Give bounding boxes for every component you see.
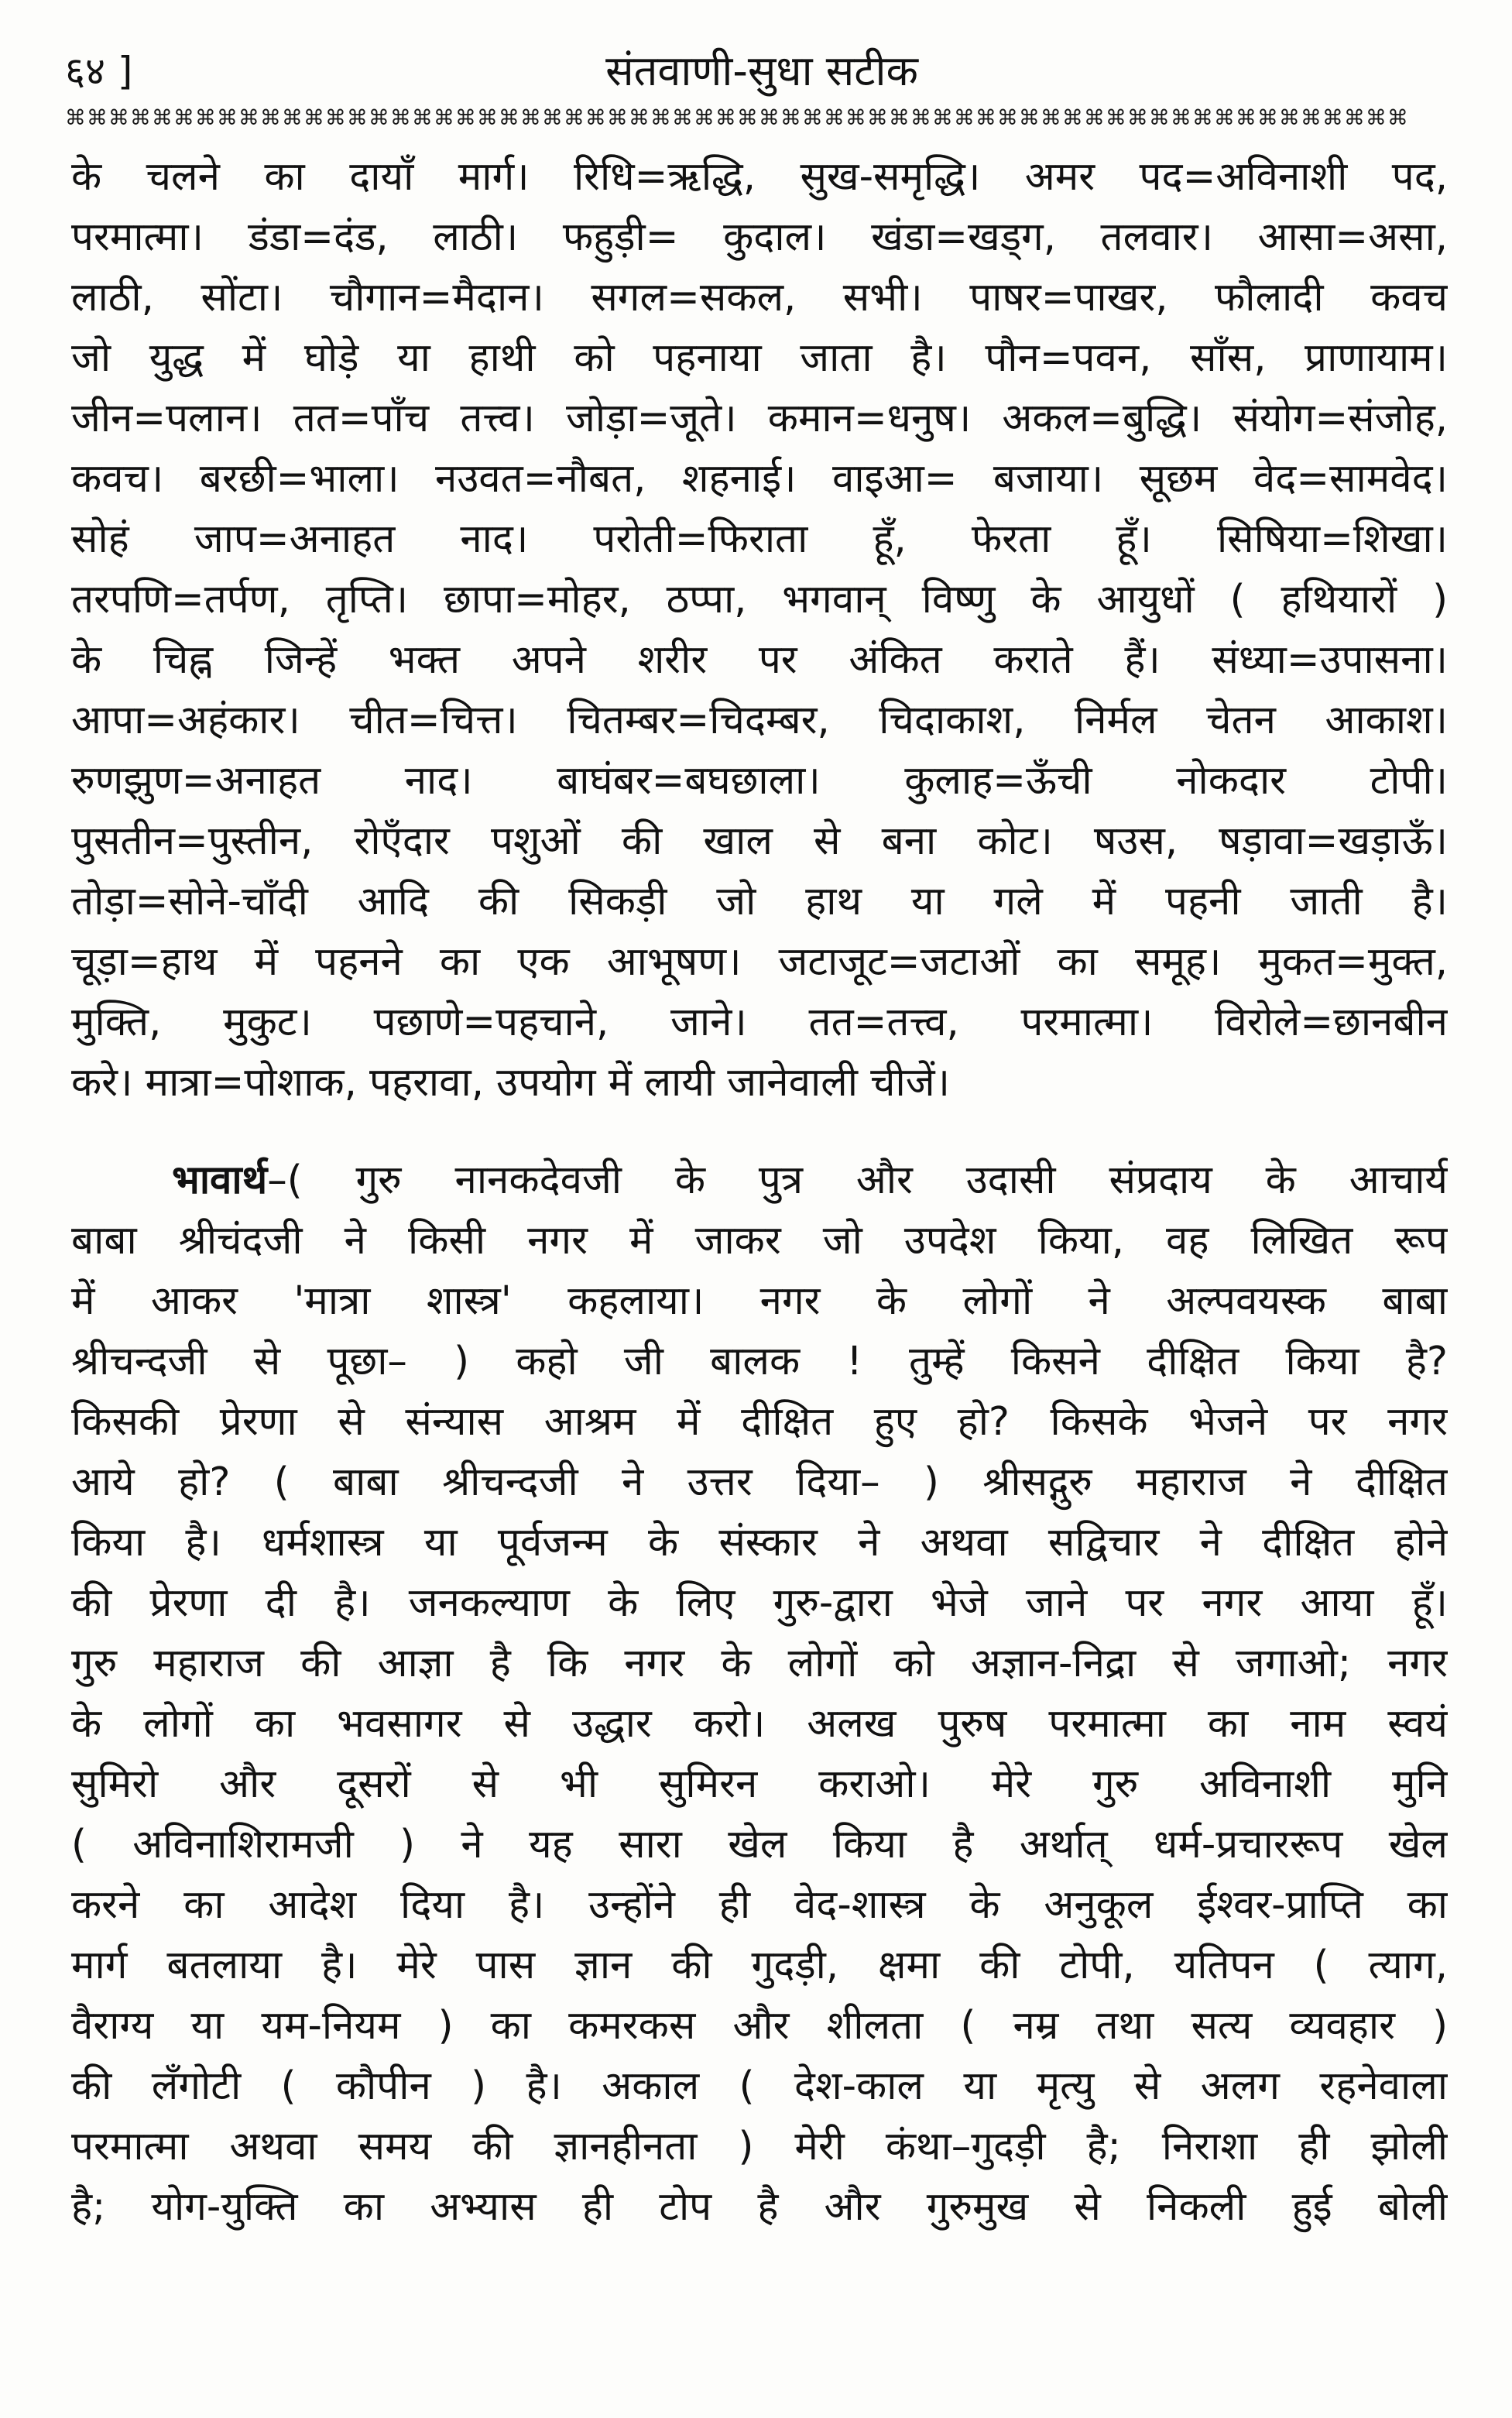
glossary-line: जो युद्ध में घोड़े या हाथी को पहनाया जाता है। पौन=पवन, साँस, प्राणायाम। <box>71 335 1448 381</box>
bhavarth-line: करने का आदेश दिया है। उन्होंने ही वेद-शास्त्र के अनुकूल ईश्वर-प्राप्ति का <box>71 1882 1448 1928</box>
bhavarth-line: परमात्मा अथवा समय की ज्ञानहीनता ) मेरी कंथा–गुदड़ी है; निराशा ही झोली <box>71 2124 1448 2169</box>
bhavarth-line: किया है। धर्मशास्त्र या पूर्वजन्म के संस्कार ने अथवा सद्विचार ने दीक्षित होने <box>71 1520 1448 1566</box>
glossary-line: परमात्मा। डंडा=दंड, लाठी। फहुड़ी= कुदाल। खंडा=खड्ग, तलवार। आसा=असा, <box>71 214 1448 260</box>
glossary-line: के चलने का दायाँ मार्ग। रिधि=ऋद्धि, सुख-समृद्धि। अमर पद=अविनाशी पद, <box>71 154 1448 200</box>
glossary-line: आपा=अहंकार। चीत=चित्त। चितम्बर=चिदम्बर, चिदाकाश, निर्मल चेतन आकाश। <box>71 698 1448 743</box>
bhavarth-line: मार्ग बतलाया है। मेरे पास ज्ञान की गुदड़ी, क्षमा की टोपी, यतिपन ( त्याग, <box>71 1943 1448 1988</box>
bhavarth-line: गुरु महाराज की आज्ञा है कि नगर के लोगों को अज्ञान-निद्रा से जगाओ; नगर <box>71 1641 1448 1686</box>
glossary-section <box>71 147 1448 1113</box>
running-title: संतवाणी-सुधा सटीक <box>605 46 918 95</box>
bhavarth-line: श्रीचन्दजी से पूछा– ) कहो जी बालक ! तुम्हें किसने दीक्षित किया है? <box>71 1339 1448 1384</box>
paragraph-gap <box>71 1113 1448 1151</box>
bhavarth-label: भावार्थ <box>172 1158 268 1203</box>
glossary-line: रुणझुण=अनाहत नाद। बाघंबर=बघछाला। कुलाह=ऊँची नोकदार टोपी। <box>71 758 1448 804</box>
bhavarth-line: की प्रेरणा दी है। जनकल्याण के लिए गुरु-द्वारा भेजे जाने पर नगर आया हूँ। <box>71 1580 1448 1626</box>
bhavarth-line: सुमिरो और दूसरों से भी सुमिरन कराओ। मेरे गुरु अविनाशी मुनि <box>71 1761 1448 1807</box>
glossary-line: लाठी, सोंटा। चौगान=मैदान। सगल=सकल, सभी। पाषर=पाखर, फौलादी कवच <box>71 275 1448 321</box>
bhavarth-line: में आकर 'मात्रा शास्त्र' कहलाया। नगर के लोगों ने अल्पवयस्क बाबा <box>71 1278 1448 1324</box>
bhavarth-line: बाबा श्रीचंदजी ने किसी नगर में जाकर जो उपदेश किया, वह लिखित रूप <box>71 1218 1448 1264</box>
bhavarth-first-line-text: –( गुरु नानकदेवजी के पुत्र और उदासी संप्रदाय के आचार्य <box>267 1158 1448 1203</box>
bhavarth-line: है; योग-युक्ति का अभ्यास ही टोप है और गुरुमुख से निकली हुई बोली <box>71 2184 1448 2230</box>
bhavarth-first-line <box>71 1151 1448 1211</box>
glossary-line: सोहं जाप=अनाहत नाद। परोती=फिराता हूँ, फेरता हूँ। सिषिया=शिखा। <box>71 516 1448 562</box>
glossary-line: कवच। बरछी=भाला। नउवत=नौबत, शहनाई। वाइआ= बजाया। सूछम वेद=सामवेद। <box>71 456 1448 502</box>
bhavarth-section <box>71 1151 1448 2238</box>
bhavarth-line: आये हो? ( बाबा श्रीचन्दजी ने उत्तर दिया– ) श्रीसद्गुरु महाराज ने दीक्षित <box>71 1459 1448 1505</box>
bhavarth-line: वैराग्य या यम-नियम ) का कमरकस और शीलता ( नम्र तथा सत्य व्यवहार ) <box>71 2003 1448 2049</box>
bhavarth-line: किसकी प्रेरणा से संन्यास आश्रम में दीक्षित हुए हो? किसके भेजने पर नगर <box>71 1399 1448 1445</box>
glossary-line: मुक्ति, मुकुट। पछाणे=पहचाने, जाने। तत=तत्त्व, परमात्मा। विरोले=छानबीन <box>71 1000 1448 1045</box>
bhavarth-line: की लँगोटी ( कौपीन ) है। अकाल ( देश-काल या मृत्यु से अलग रहनेवाला <box>71 2063 1448 2109</box>
glossary-line: पुसतीन=पुस्तीन, रोएँदार पशुओं की खाल से बना कोट। षउस, षड़ावा=खड़ाऊँ। <box>71 818 1448 864</box>
glossary-line: करे। मात्रा=पोशाक, पहरावा, उपयोग में लायी जानेवाली चीजें। <box>71 1060 950 1106</box>
bhavarth-line: ( अविनाशिरामजी ) ने यह सारा खेल किया है अर्थात् धर्म-प्रचाररूप खेल <box>71 1822 1448 1868</box>
glossary-line: चूड़ा=हाथ में पहनने का एक आभूषण। जटाजूट=जटाओं का समूह। मुकत=मुक्त, <box>71 939 1448 985</box>
glossary-line: जीन=पलान। तत=पाँच तत्त्व। जोड़ा=जूते। कमान=धनुष। अकल=बुद्धि। संयोग=संजोह, <box>71 396 1448 441</box>
glossary-line: के चिह्न जिन्हें भक्त अपने शरीर पर अंकित कराते हैं। संध्या=उपासना। <box>71 637 1448 683</box>
body-text <box>71 147 1448 2238</box>
bhavarth-line: के लोगों का भवसागर से उद्धार करो। अलख पुरुष परमात्मा का नाम स्वयं <box>71 1701 1448 1747</box>
glossary-line: तोड़ा=सोने-चाँदी आदि की सिकड़ी जो हाथ या गले में पहनी जाती है। <box>71 879 1448 924</box>
ornamental-border: ⌘⌘⌘⌘⌘⌘⌘⌘⌘⌘⌘⌘⌘⌘⌘⌘⌘⌘⌘⌘⌘⌘⌘⌘⌘⌘⌘⌘⌘⌘⌘⌘⌘⌘⌘⌘⌘⌘⌘⌘⌘⌘⌘⌘⌘⌘⌘⌘⌘⌘⌘⌘⌘⌘⌘⌘⌘⌘⌘⌘⌘⌘ <box>65 107 1409 130</box>
glossary-line: तरपणि=तर्पण, तृप्ति। छापा=मोहर, ठप्पा, भगवान् विष्णु के आयुधों ( हथियारों ) <box>71 577 1448 623</box>
running-head <box>65 42 1459 104</box>
page-number: ६४ ] <box>65 49 133 94</box>
